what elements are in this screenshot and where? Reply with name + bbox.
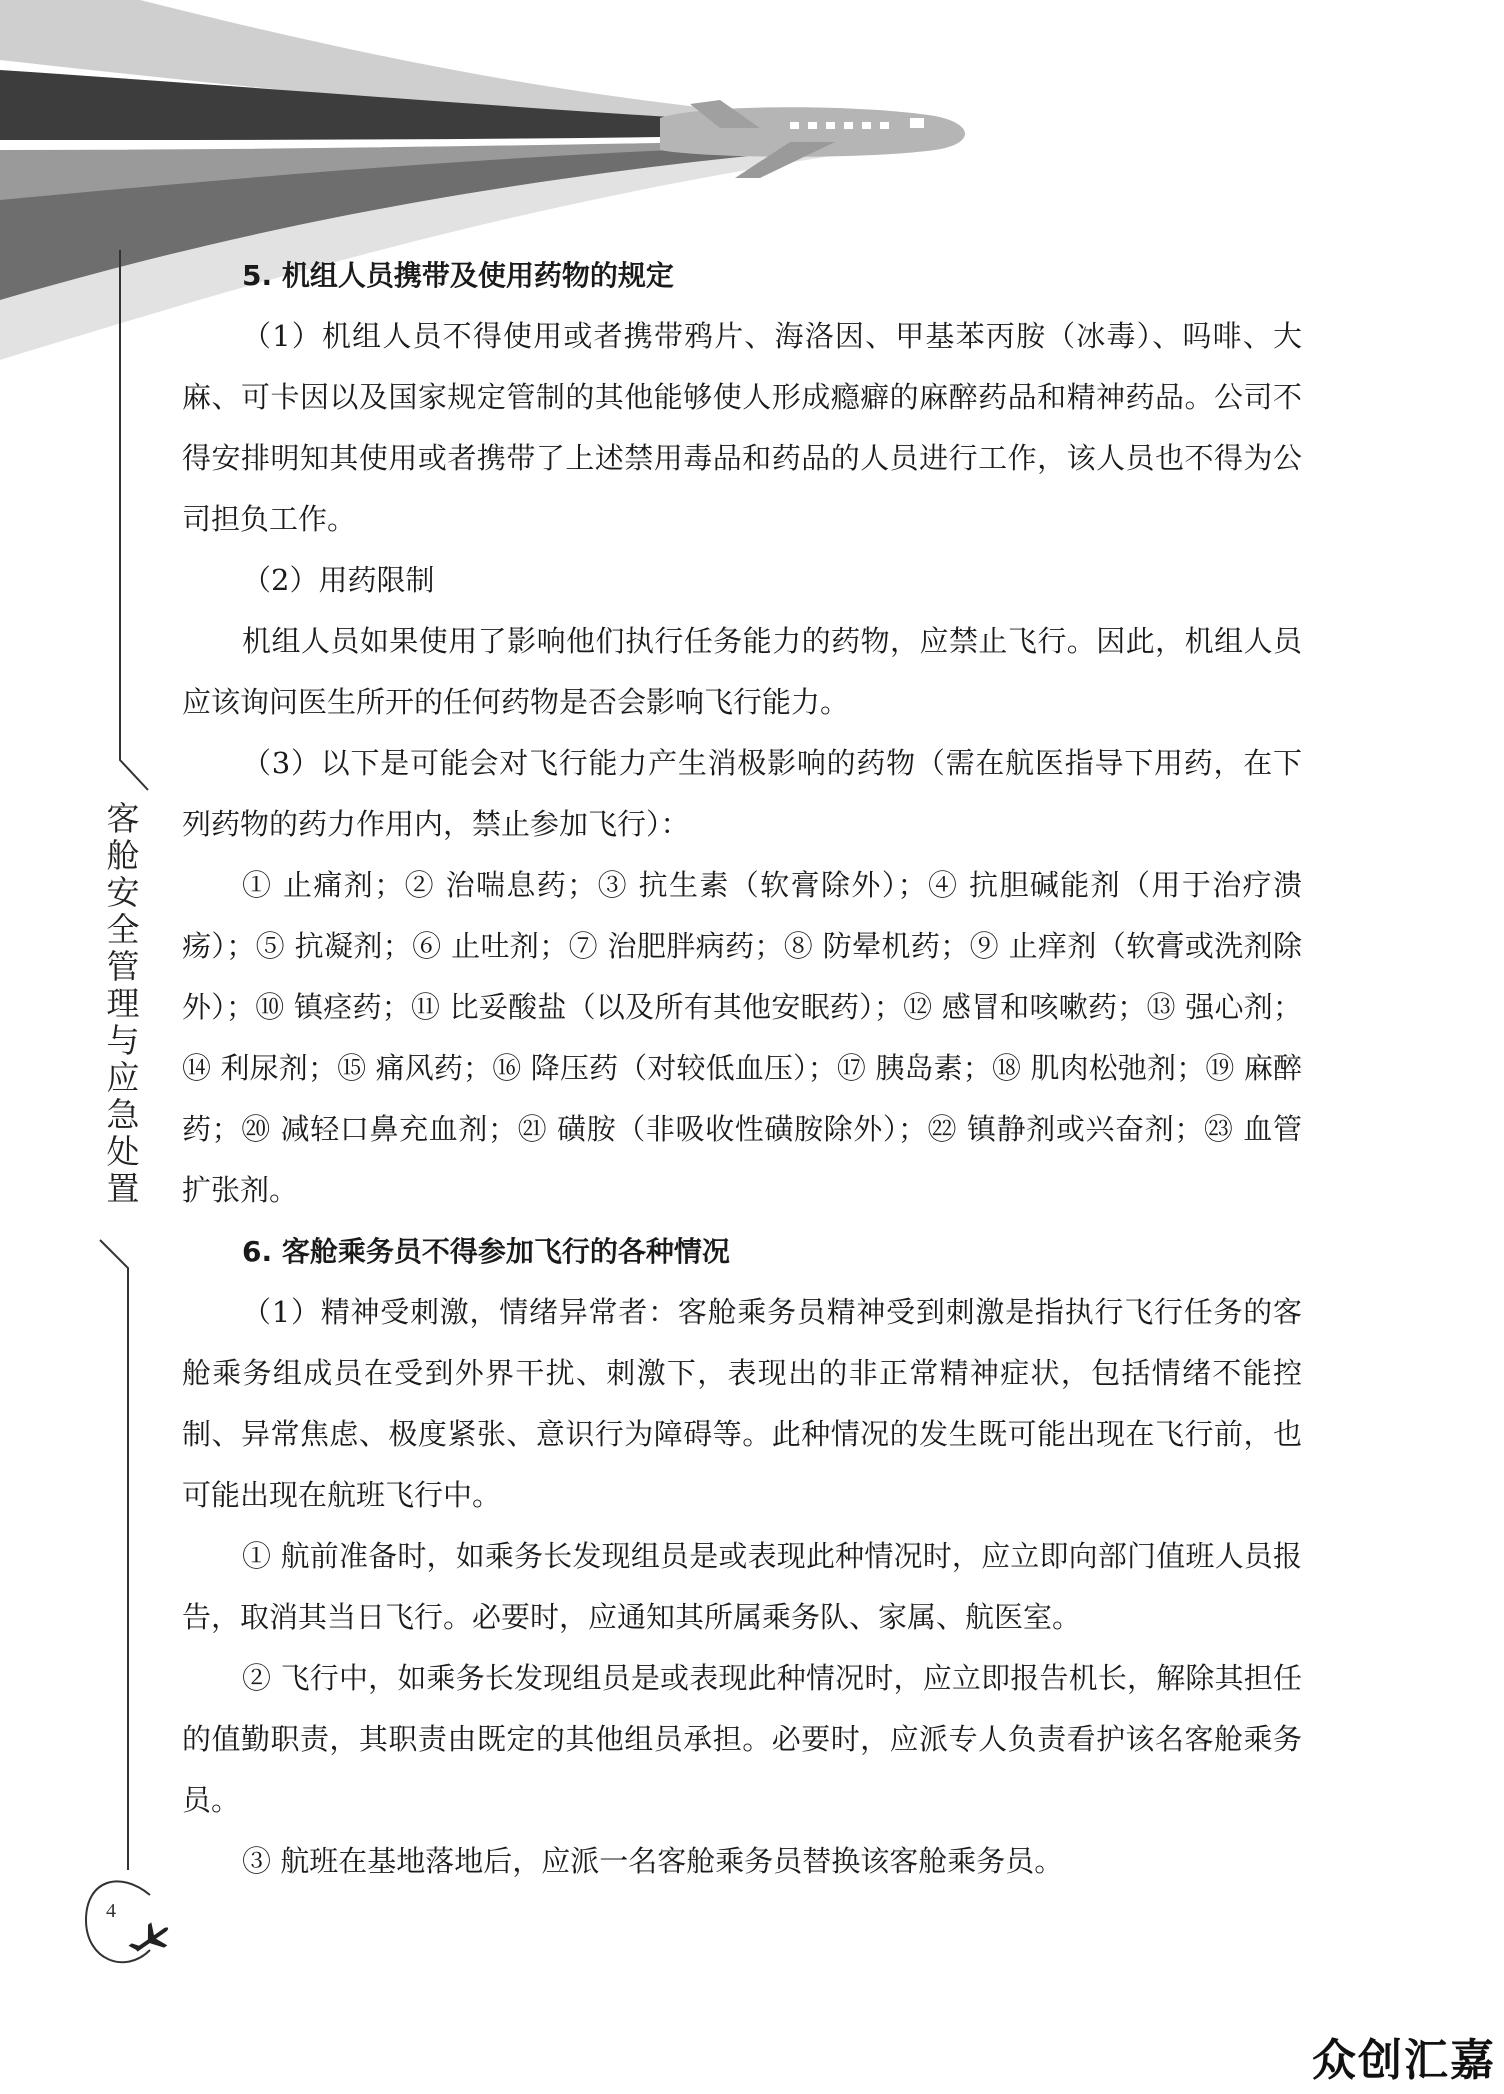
title-char: 理 xyxy=(106,984,140,1023)
section-6-heading: 6. 客舱乘务员不得参加飞行的各种情况 xyxy=(242,1235,730,1268)
paragraph: 机组人员如果使用了影响他们执行任务能力的药物，应禁止飞行。因此，机组人员应该询问医生所开的任何药物是否会影响飞行能力。 xyxy=(182,624,1302,719)
page-number: 4 xyxy=(106,1900,116,1922)
paragraph: ③ 航班在基地落地后，应派一名客舱乘务员替换该客舱乘务员。 xyxy=(242,1844,1064,1878)
paragraph: （3）以下是可能会对飞行能力产生消极影响的药物（需在航医指导下用药，在下列药物的药力作用内，禁止参加飞行）： xyxy=(182,746,1302,841)
title-char: 全 xyxy=(106,910,140,949)
title-char: 舱 xyxy=(106,836,140,875)
paragraph: （2）用药限制 xyxy=(242,563,435,597)
page-content xyxy=(182,245,1302,1892)
paragraph: ① 航前准备时，如乘务长发现组员是或表现此种情况时，应立即向部门值班人员报告，取消其当日飞行。必要时，应通知其所属乘务队、家属、航医室。 xyxy=(182,1539,1302,1634)
title-char: 应 xyxy=(106,1058,140,1097)
paragraph: （1）机组人员不得使用或者携带鸦片、海洛因、甲基苯丙胺（冰毒）、吗啡、大麻、可卡因以及国家规定管制的其他能够使人形成瘾癖的麻醉药品和精神药品。公司不得安排明知其使用或者携带了上述禁用毒品和药品的人员进行工作，该人员也不得为公司担负工作。 xyxy=(182,319,1302,536)
sidebar-book-title xyxy=(98,800,148,1207)
title-char: 与 xyxy=(106,1021,140,1060)
footer-airplane-icon xyxy=(125,1916,176,1963)
title-char: 管 xyxy=(106,947,140,986)
title-char: 急 xyxy=(106,1095,140,1134)
section-5-heading: 5. 机组人员携带及使用药物的规定 xyxy=(242,259,674,292)
title-char: 处 xyxy=(106,1132,140,1171)
paragraph: ② 飞行中，如乘务长发现组员是或表现此种情况时，应立即报告机长，解除其担任的值勤职责，其职责由既定的其他组员承担。必要时，应派专人负责看护该名客舱乘务员。 xyxy=(182,1661,1302,1817)
title-char: 置 xyxy=(106,1169,140,1208)
title-char: 安 xyxy=(106,873,140,912)
watermark-logo: 众创汇嘉 xyxy=(1312,2035,1496,2086)
title-char: 客 xyxy=(106,799,140,838)
paragraph: （1）精神受刺激，情绪异常者：客舱乘务员精神受到刺激是指执行飞行任务的客舱乘务组成员在受到外界干扰、刺激下，表现出的非正常精神症状，包括情绪不能控制、异常焦虑、极度紧张、意识行为障碍等。此种情况的发生既可能出现在飞行前，也可能出现在航班飞行中。 xyxy=(182,1295,1302,1512)
drug-list-paragraph: ① 止痛剂；② 治喘息药；③ 抗生素（软膏除外）；④ 抗胆碱能剂（用于治疗溃疡）；⑤ 抗凝剂；⑥ 止吐剂；⑦ 治肥胖病药；⑧ 防晕机药；⑨ 止痒剂（软膏或洗剂除外）；⑩ 镇痉药；⑪ 比妥酸盐（以及所有其他安眠药）；⑫ 感冒和咳嗽药；⑬ 强心剂；⑭ 利尿剂；⑮ 痛风药；⑯ 降压药（对较低血压）；⑰ 胰岛素；⑱ 肌肉松弛剂；⑲ 麻醉药；⑳ 减轻口鼻充血剂；㉑ 磺胺（非吸收性磺胺除外）；㉒ 镇静剂或兴奋剂；㉓ 血管扩张剂。 xyxy=(182,868,1302,1207)
